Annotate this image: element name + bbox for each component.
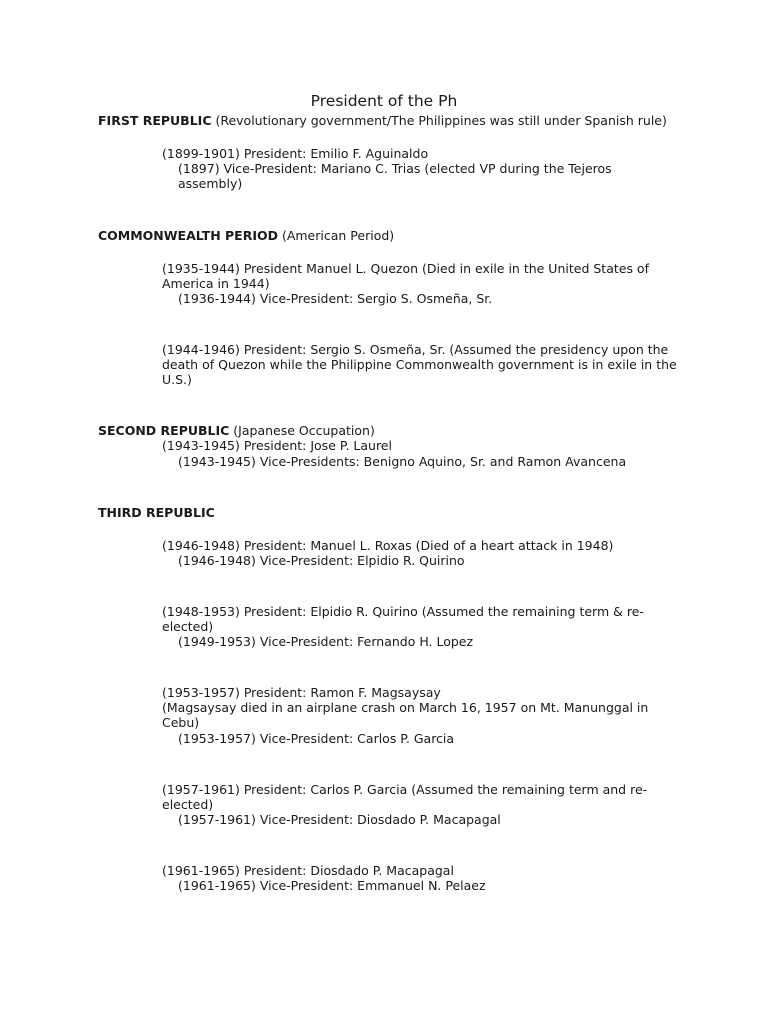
first-republic-heading-line — [98, 113, 667, 128]
president-entry: (1899-1901) President: Emilio F. Aguinaldo — [162, 146, 429, 161]
vice-president-entry: (1936-1944) Vice-President: Sergio S. Osmeña, Sr. — [178, 291, 493, 306]
president-note: (Magsaysay died in an airplane crash on March 16, 1957 on Mt. Manunggal in Cebu) — [162, 700, 649, 730]
vice-president-entry: (1897) Vice-President: Mariano C. Trias (elected VP during the Tejeros assembly) — [178, 161, 612, 191]
third-republic-heading-line — [98, 505, 215, 520]
president-entry: (1953-1957) President: Ramon F. Magsaysay — [162, 685, 441, 700]
president-entry: (1957-1961) President: Carlos P. Garcia (Assumed the remaining term and re-elected) — [162, 782, 648, 812]
section-heading: THIRD REPUBLIC — [98, 505, 215, 520]
president-entry: (1944-1946) President: Sergio S. Osmeña, Sr. (Assumed the presidency upon the death of Quezon while the Philippine Commonwealth government is in exile in the U.S.) — [162, 342, 677, 387]
president-entry: (1961-1965) President: Diosdado P. Macapagal — [162, 863, 454, 878]
section-note: (American Period) — [277, 228, 395, 243]
vice-president-entry: (1943-1945) Vice-Presidents: Benigno Aquino, Sr. and Ramon Avancena — [178, 454, 627, 469]
page-title: President of the Ph — [310, 92, 458, 110]
vice-president-entry: (1957-1961) Vice-President: Diosdado P. Macapagal — [178, 812, 501, 827]
president-entry: (1935-1944) President Manuel L. Quezon (Died in exile in the United States of America in 1944) — [162, 261, 649, 291]
section-heading: FIRST REPUBLIC — [98, 113, 212, 128]
vice-president-entry: (1949-1953) Vice-President: Fernando H. Lopez — [178, 634, 474, 649]
section-note: (Revolutionary government/The Philippines was still under Spanish rule) — [211, 113, 667, 128]
section-heading: COMMONWEALTH PERIOD — [98, 228, 278, 243]
vice-president-entry: (1953-1957) Vice-President: Carlos P. Garcia — [178, 731, 455, 746]
section-note: (Japanese Occupation) — [229, 423, 375, 438]
commonwealth-heading-line — [98, 228, 394, 243]
second-republic-heading-line — [98, 423, 375, 438]
president-entry: (1946-1948) President: Manuel L. Roxas (Died of a heart attack in 1948) — [162, 538, 614, 553]
vice-president-entry: (1946-1948) Vice-President: Elpidio R. Quirino — [178, 553, 465, 568]
president-entry: (1943-1945) President: Jose P. Laurel — [162, 438, 392, 453]
president-entry: (1948-1953) President: Elpidio R. Quirino (Assumed the remaining term & re-elected) — [162, 604, 644, 634]
vice-president-entry: (1961-1965) Vice-President: Emmanuel N. Pelaez — [178, 878, 486, 893]
section-heading: SECOND REPUBLIC — [98, 423, 230, 438]
